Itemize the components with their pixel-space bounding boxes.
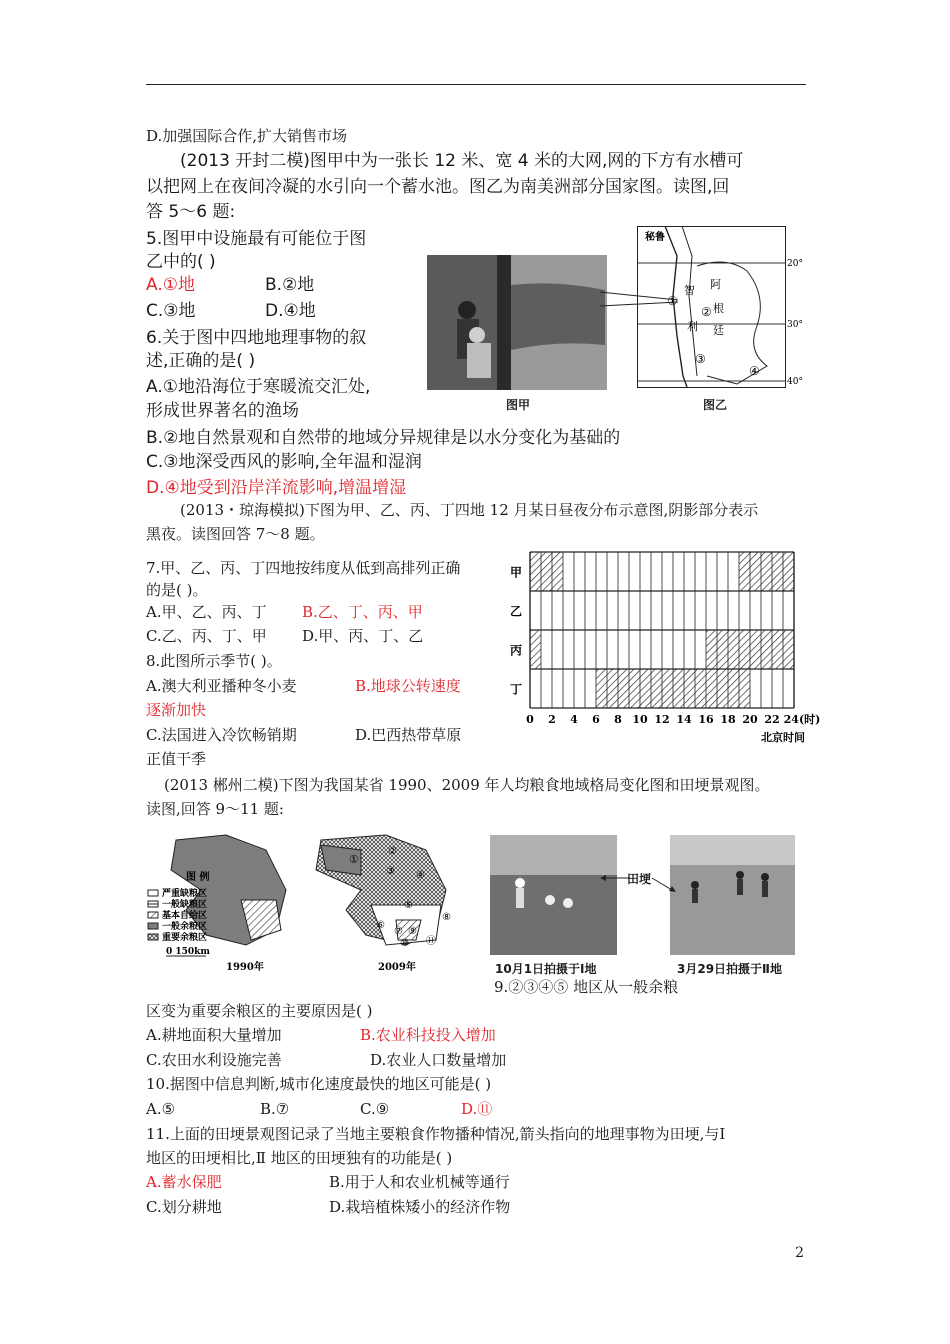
q8-option-a: A.澳大利亚播种冬小麦 xyxy=(146,677,297,695)
lat-20: 20° xyxy=(787,259,803,269)
q9-option-b: B.农业科技投入增加 xyxy=(360,1026,496,1044)
field-photo-2-illustration xyxy=(670,835,795,955)
region-7: ⑦ xyxy=(394,926,403,937)
row-label-甲: 甲 xyxy=(510,565,523,580)
intro56-line1: (2013 开封二模)图甲中为一张长 12 米、宽 4 米的大网,网的下方有水槽可 xyxy=(180,151,744,171)
tick-4: 4 xyxy=(570,713,578,726)
row-label-乙: 乙 xyxy=(510,604,523,619)
map-site-2: ② xyxy=(701,305,712,319)
field-photo-2 xyxy=(670,835,795,955)
q8-option-b-2: 逐渐加快 xyxy=(146,701,207,719)
intro911-line2: 读图,回答 9～11 题: xyxy=(146,800,284,818)
q5-option-c: C.③地 xyxy=(146,301,196,321)
region-6: ⑥ xyxy=(376,920,385,931)
fig-b-caption: 图乙 xyxy=(703,398,728,412)
q8-stem: 8.此图所示季节( )。 xyxy=(146,652,282,670)
intro78-line2: 黑夜。读图回答 7～8 题。 xyxy=(146,525,325,543)
q9-option-c: C.农田水利设施完善 xyxy=(146,1051,282,1069)
region-11: ⑪ xyxy=(426,936,436,947)
photo-2-caption: 3月29日拍摄于Ⅱ地 xyxy=(677,962,782,976)
q10-option-d: D.⑪ xyxy=(461,1100,493,1118)
q7-option-a: A.甲、乙、丙、丁 xyxy=(146,603,267,621)
scale-label: 0 150km xyxy=(166,947,210,957)
fog-net-photo xyxy=(427,255,607,390)
intro911-line1: (2013 郴州二模)下图为我国某省 1990、2009 年人均粮食地域格局变化图和田埂景观图。 xyxy=(164,776,770,794)
legend-4: 一般余粮区 xyxy=(162,922,208,932)
legend-2: 一般缺粮区 xyxy=(162,900,208,910)
q11-stem-1: 11.上面的田埂景观图记录了当地主要粮食作物播种情况,箭头指向的地理事物为田埂,与Ⅰ xyxy=(146,1125,726,1143)
q7-stem-1: 7.甲、乙、丙、丁四地按纬度从低到高排列正确 xyxy=(146,559,461,577)
intro78-line1: (2013・琼海模拟)下图为甲、乙、丙、丁四地 12 月某日昼夜分布示意图,阴影部分表示 xyxy=(180,501,759,519)
fig-a-caption: 图甲 xyxy=(506,398,531,412)
q7-option-d: D.甲、丙、丁、乙 xyxy=(302,627,424,645)
map-label-peru: 秘鲁 xyxy=(645,232,665,243)
field-photo-1-illustration xyxy=(490,835,617,955)
tick-22: 22 xyxy=(764,713,780,726)
lat-40: 40° xyxy=(787,377,803,387)
q11-option-a: A.蓄水保肥 xyxy=(146,1173,222,1191)
map-site-3: ③ xyxy=(695,352,706,366)
tick-12: 12 xyxy=(654,713,670,726)
chart-xlabel: 北京时间 xyxy=(761,731,805,744)
intro56-line3: 答 5～6 题: xyxy=(146,202,236,222)
q7-option-b: B.乙、丁、丙、甲 xyxy=(302,603,423,621)
legend-1: 严重缺粮区 xyxy=(162,889,208,899)
q6-option-c: C.③地深受西风的影响,全年温和湿润 xyxy=(146,452,422,472)
q7-option-c: C.乙、丙、丁、甲 xyxy=(146,627,267,645)
night-band-丙-0 xyxy=(530,630,541,669)
q4-option-d: D.加强国际合作,扩大销售市场 xyxy=(146,127,348,145)
legend-3: 基本自给区 xyxy=(162,911,208,921)
map-label-zhi: 智 xyxy=(684,284,695,297)
q11-option-b: B.用于人和农业机械等通行 xyxy=(329,1173,510,1191)
label-1990: 1990年 xyxy=(226,962,264,973)
q8-option-d-2: 正值干季 xyxy=(146,750,207,768)
tick-14: 14 xyxy=(676,713,692,726)
legend-5: 重要余粮区 xyxy=(162,933,208,943)
q8-option-c: C.法国进入冷饮畅销期 xyxy=(146,726,297,744)
q11-option-d: D.栽培植株矮小的经济作物 xyxy=(329,1198,511,1216)
map-label-li: 利 xyxy=(687,320,698,333)
ridge-label: 田埂 xyxy=(627,872,652,886)
tick-8: 8 xyxy=(614,713,622,726)
night-band-甲-1 xyxy=(739,552,794,591)
region-3: ③ xyxy=(386,866,395,877)
tick-24(时): 24(时) xyxy=(783,713,821,726)
legend-title: 图 例 xyxy=(186,872,210,883)
q7-stem-2: 的是( )。 xyxy=(146,581,208,599)
q8-option-b-1: B.地球公转速度 xyxy=(355,677,461,695)
q9-option-d: D.农业人口数量增加 xyxy=(370,1051,507,1069)
q11-option-c: C.划分耕地 xyxy=(146,1198,222,1216)
day-night-grid-chart xyxy=(500,548,821,748)
q5-option-a: A.①地 xyxy=(146,275,195,295)
map-site-4: ④ xyxy=(749,364,760,378)
q9-option-a: A.耕地面积大量增加 xyxy=(146,1026,282,1044)
q6-stem-2: 述,正确的是( ) xyxy=(146,351,256,371)
q5-stem-1: 5.图甲中设施最有可能位于图 xyxy=(146,229,367,249)
region-9: ⑨ xyxy=(408,926,417,937)
q9-stem-2: 区变为重要余粮区的主要原因是( ) xyxy=(146,1002,373,1020)
q6-option-a-1: A.①地沿海位于寒暖流交汇处, xyxy=(146,377,371,397)
q10-stem: 10.据图中信息判断,城市化速度最快的地区可能是( ) xyxy=(146,1075,492,1093)
q5-option-b: B.②地 xyxy=(265,275,315,295)
q10-option-a: A.⑤ xyxy=(146,1100,176,1118)
map-label-gen: 根 xyxy=(713,302,724,315)
q9-stem-1: 9.②③④⑤ 地区从一般余粮 xyxy=(494,978,679,996)
q10-option-c: C.⑨ xyxy=(360,1100,390,1118)
region-2: ② xyxy=(388,846,397,857)
fog-net-illustration xyxy=(427,255,607,390)
night-band-甲-0 xyxy=(530,552,563,591)
tick-18: 18 xyxy=(720,713,736,726)
header-rule xyxy=(146,84,806,85)
region-4: ④ xyxy=(416,870,425,881)
tick-10: 10 xyxy=(632,713,648,726)
tick-20: 20 xyxy=(742,713,758,726)
q11-stem-2: 地区的田埂相比,Ⅱ 地区的田埂独有的功能是( ) xyxy=(146,1149,453,1167)
map-label-ting: 廷 xyxy=(713,324,724,337)
photo-1-caption: 10月1日拍摄于Ⅰ地 xyxy=(495,962,597,976)
q5-stem-2: 乙中的( ) xyxy=(146,252,216,272)
region-1: ① xyxy=(349,853,359,866)
intro56-line2: 以把网上在夜间冷凝的水引向一个蓄水池。图乙为南美洲部分国家图。读图,回 xyxy=(146,177,730,197)
q10-option-b: B.⑦ xyxy=(260,1100,290,1118)
region-5: ⑤ xyxy=(404,900,413,911)
q6-stem-1: 6.关于图中四地地理事物的叙 xyxy=(146,328,367,348)
q6-option-d: D.④地受到沿岸洋流影响,增温增湿 xyxy=(146,478,407,498)
field-photo-1 xyxy=(490,835,617,955)
grain-maps xyxy=(146,830,456,980)
map-site-1: ① xyxy=(667,294,678,308)
region-8: ⑧ xyxy=(442,912,451,923)
lat-30: 30° xyxy=(787,320,803,330)
page-number: 2 xyxy=(795,1245,804,1261)
tick-2: 2 xyxy=(548,713,556,726)
map-label-a: 阿 xyxy=(710,278,721,291)
q5-option-d: D.④地 xyxy=(265,301,316,321)
q8-option-d-1: D.巴西热带草原 xyxy=(355,726,462,744)
label-2009: 2009年 xyxy=(378,962,416,973)
q6-option-a-2: 形成世界著名的渔场 xyxy=(146,401,299,421)
pointer-line xyxy=(600,290,680,310)
row-label-丁: 丁 xyxy=(510,682,523,697)
row-label-丙: 丙 xyxy=(510,643,523,658)
tick-16: 16 xyxy=(698,713,714,726)
tick-6: 6 xyxy=(592,713,600,726)
tick-0: 0 xyxy=(526,713,534,726)
region-10: ⑩ xyxy=(400,938,409,949)
q6-option-b: B.②地自然景观和自然带的地域分异规律是以水分变化为基础的 xyxy=(146,428,621,448)
